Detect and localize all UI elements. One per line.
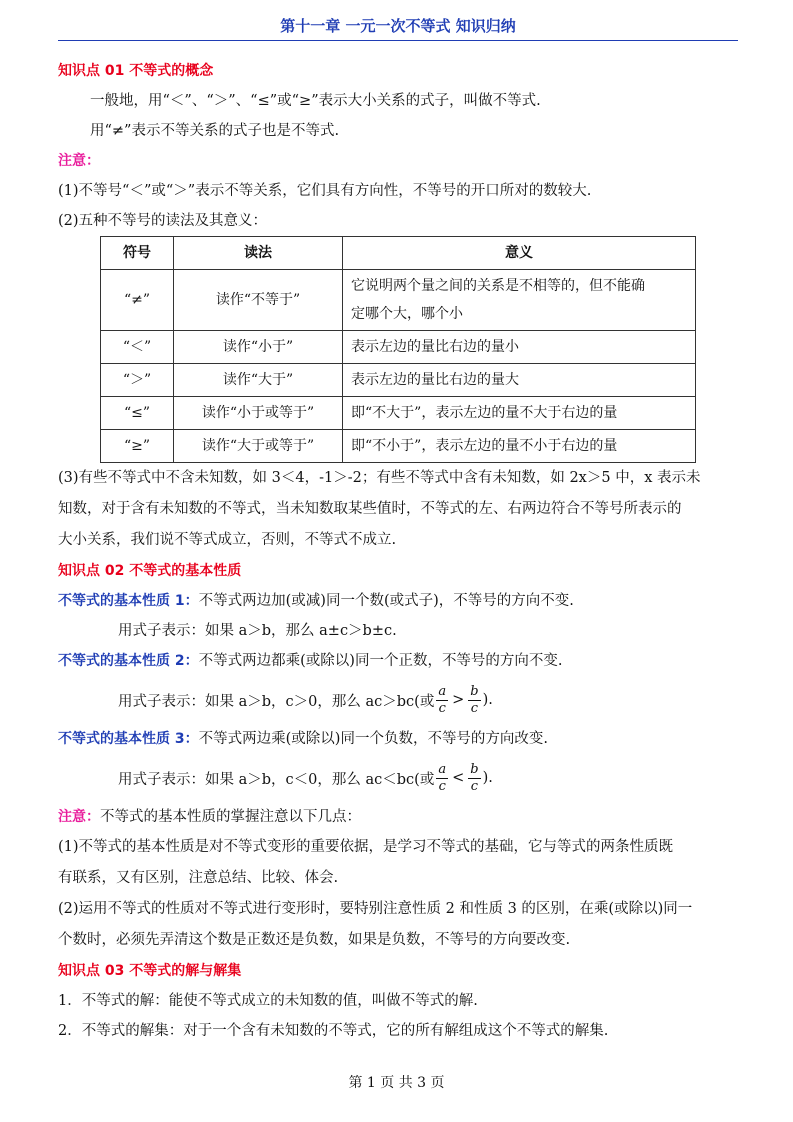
- table-row: [101, 430, 696, 463]
- greater-than-sign: >: [452, 692, 465, 708]
- table-row: [101, 364, 696, 397]
- table-cell-reading: 读作“大于或等于”: [174, 430, 343, 463]
- note-label: 注意：: [58, 809, 100, 825]
- property-3: [58, 724, 740, 754]
- note-item-1: (1)不等号“＜”或“＞”表示不等关系，它们具有方向性，不等号的开口所对的数较大.: [58, 183, 592, 199]
- section-2-title: 知识点 02 不等式的基本性质: [58, 563, 242, 579]
- table-header-reading: 读法: [174, 237, 343, 270]
- property-3-text: 不等式两边乘(或除以)同一个负数，不等号的方向改变.: [198, 731, 549, 747]
- table-cell-symbol: “＜”: [101, 331, 174, 364]
- table-cell-symbol: “≤”: [101, 397, 174, 430]
- note-item-2: (2)五种不等号的读法及其意义：: [58, 213, 268, 229]
- section-2-note: [58, 802, 740, 832]
- note-text: 不等式的基本性质的掌握注意以下几点：: [100, 809, 361, 825]
- note-item-3-line-1: (3)有些不等式中不含未知数，如 3＜4，-1＞-2；有些不等式中含有未知数，如 2x＞5 中，x 表示未: [58, 470, 701, 486]
- property-2-formula: [58, 676, 740, 724]
- property-3-title: 不等式的基本性质 3：: [58, 731, 199, 747]
- property-1: [58, 586, 740, 616]
- table-cell-reading: 读作“小于”: [174, 331, 343, 364]
- note-item-3-line-3: 大小关系，我们说不等式成立，否则，不等式不成立.: [58, 532, 397, 548]
- note-item-3-line-2: 知数，对于含有未知数的不等式，当未知数取某些值时，不等式的左、右两边符合不等号所表示的: [58, 501, 682, 517]
- section-2-note-2-line-2: 个数时，必须先弄清这个数是正数还是负数，如果是负数，不等号的方向要改变.: [58, 932, 571, 948]
- section-1-title: 知识点 01 不等式的概念: [58, 63, 214, 79]
- fraction-b-over-c: $\frac{b}{c}$: [470, 761, 479, 794]
- table-header-row: [101, 237, 696, 270]
- table-cell-reading: 读作“不等于”: [174, 270, 343, 331]
- property-1-text: 不等式两边加(或减)同一个数(或式子)，不等号的方向不变.: [198, 593, 574, 609]
- table-cell-meaning: 表示左边的量比右边的量小: [343, 331, 696, 364]
- meaning-line-2: 定哪个大，哪个小: [351, 306, 463, 322]
- solution-set-definition: 2．不等式的解集：对于一个含有未知数的不等式，它的所有解组成这个不等式的解集.: [58, 1023, 609, 1039]
- section-2-note-1-line-1: (1)不等式的基本性质是对不等式变形的重要依据，是学习不等式的基础，它与等式的两条性质既: [58, 839, 674, 855]
- section-2-note-1-line-2: 有联系，又有区别，注意总结、比较、体会.: [58, 870, 339, 886]
- closing-paren: ).: [482, 770, 493, 786]
- solution-definition: 1．不等式的解：能使不等式成立的未知数的值，叫做不等式的解.: [58, 993, 478, 1009]
- property-2-text: 不等式两边都乘(或除以)同一个正数，不等号的方向不变.: [198, 653, 563, 669]
- definition-paragraph: 一般地，用“＜”、“＞”、“≤”或“≥”表示大小关系的式子，叫做不等式.: [90, 93, 541, 109]
- table-cell-meaning: 即“不大于”，表示左边的量不大于右边的量: [343, 397, 696, 430]
- inequality-symbols-table: [100, 236, 696, 463]
- meaning-line-1: 它说明两个量之间的关系是不相等的，但不能确: [351, 278, 645, 294]
- property-2: [58, 646, 740, 676]
- table-cell-reading: 读作“大于”: [174, 364, 343, 397]
- fraction-b-over-c: $\frac{b}{c}$: [470, 683, 479, 716]
- table-cell-reading: 读作“小于或等于”: [174, 397, 343, 430]
- section-2-note-2-line-1: (2)运用不等式的性质对不等式进行变形时，要特别注意性质 2 和性质 3 的区别，在乘(或除以)同一: [58, 901, 693, 917]
- note-label: 注意：: [58, 153, 100, 169]
- property-3-formula-text: 用式子表示：如果 a＞b，c＜0，那么 ac＜bc(或: [118, 771, 435, 788]
- property-1-formula: 用式子表示：如果 a＞b，那么 a±c＞b±c.: [118, 623, 397, 639]
- property-3-formula: [58, 754, 740, 802]
- closing-paren: ).: [482, 692, 493, 708]
- property-2-title: 不等式的基本性质 2：: [58, 653, 199, 669]
- table-header-symbol: 符号: [101, 237, 174, 270]
- definition-note: 用“≠”表示不等关系的式子也是不等式.: [90, 123, 340, 139]
- table-row: [101, 331, 696, 364]
- table-cell-symbol: “≥”: [101, 430, 174, 463]
- section-3-title: 知识点 03 不等式的解与解集: [58, 963, 242, 979]
- table-header-meaning: 意义: [343, 237, 696, 270]
- table-cell-symbol: “≠”: [101, 270, 174, 331]
- table-cell-symbol: “＞”: [101, 364, 174, 397]
- table-cell-meaning: 即“不小于”，表示左边的量不小于右边的量: [343, 430, 696, 463]
- fraction-a-over-c: $\frac{a}{c}$: [438, 761, 447, 794]
- fraction-a-over-c: $\frac{a}{c}$: [438, 683, 447, 716]
- table-cell-meaning: 表示左边的量比右边的量大: [343, 364, 696, 397]
- property-1-title: 不等式的基本性质 1：: [58, 593, 199, 609]
- table-cell-meaning: [343, 270, 696, 331]
- page-number: 第 1 页 共 3 页: [348, 1075, 445, 1091]
- table-row: [101, 270, 696, 331]
- document-body: [58, 56, 740, 1046]
- page-title: 第十一章 一元一次不等式 知识归纳: [58, 14, 738, 41]
- less-than-sign: <: [452, 770, 465, 786]
- table-row: [101, 397, 696, 430]
- property-2-formula-text: 用式子表示：如果 a＞b，c＞0，那么 ac＞bc(或: [118, 693, 435, 710]
